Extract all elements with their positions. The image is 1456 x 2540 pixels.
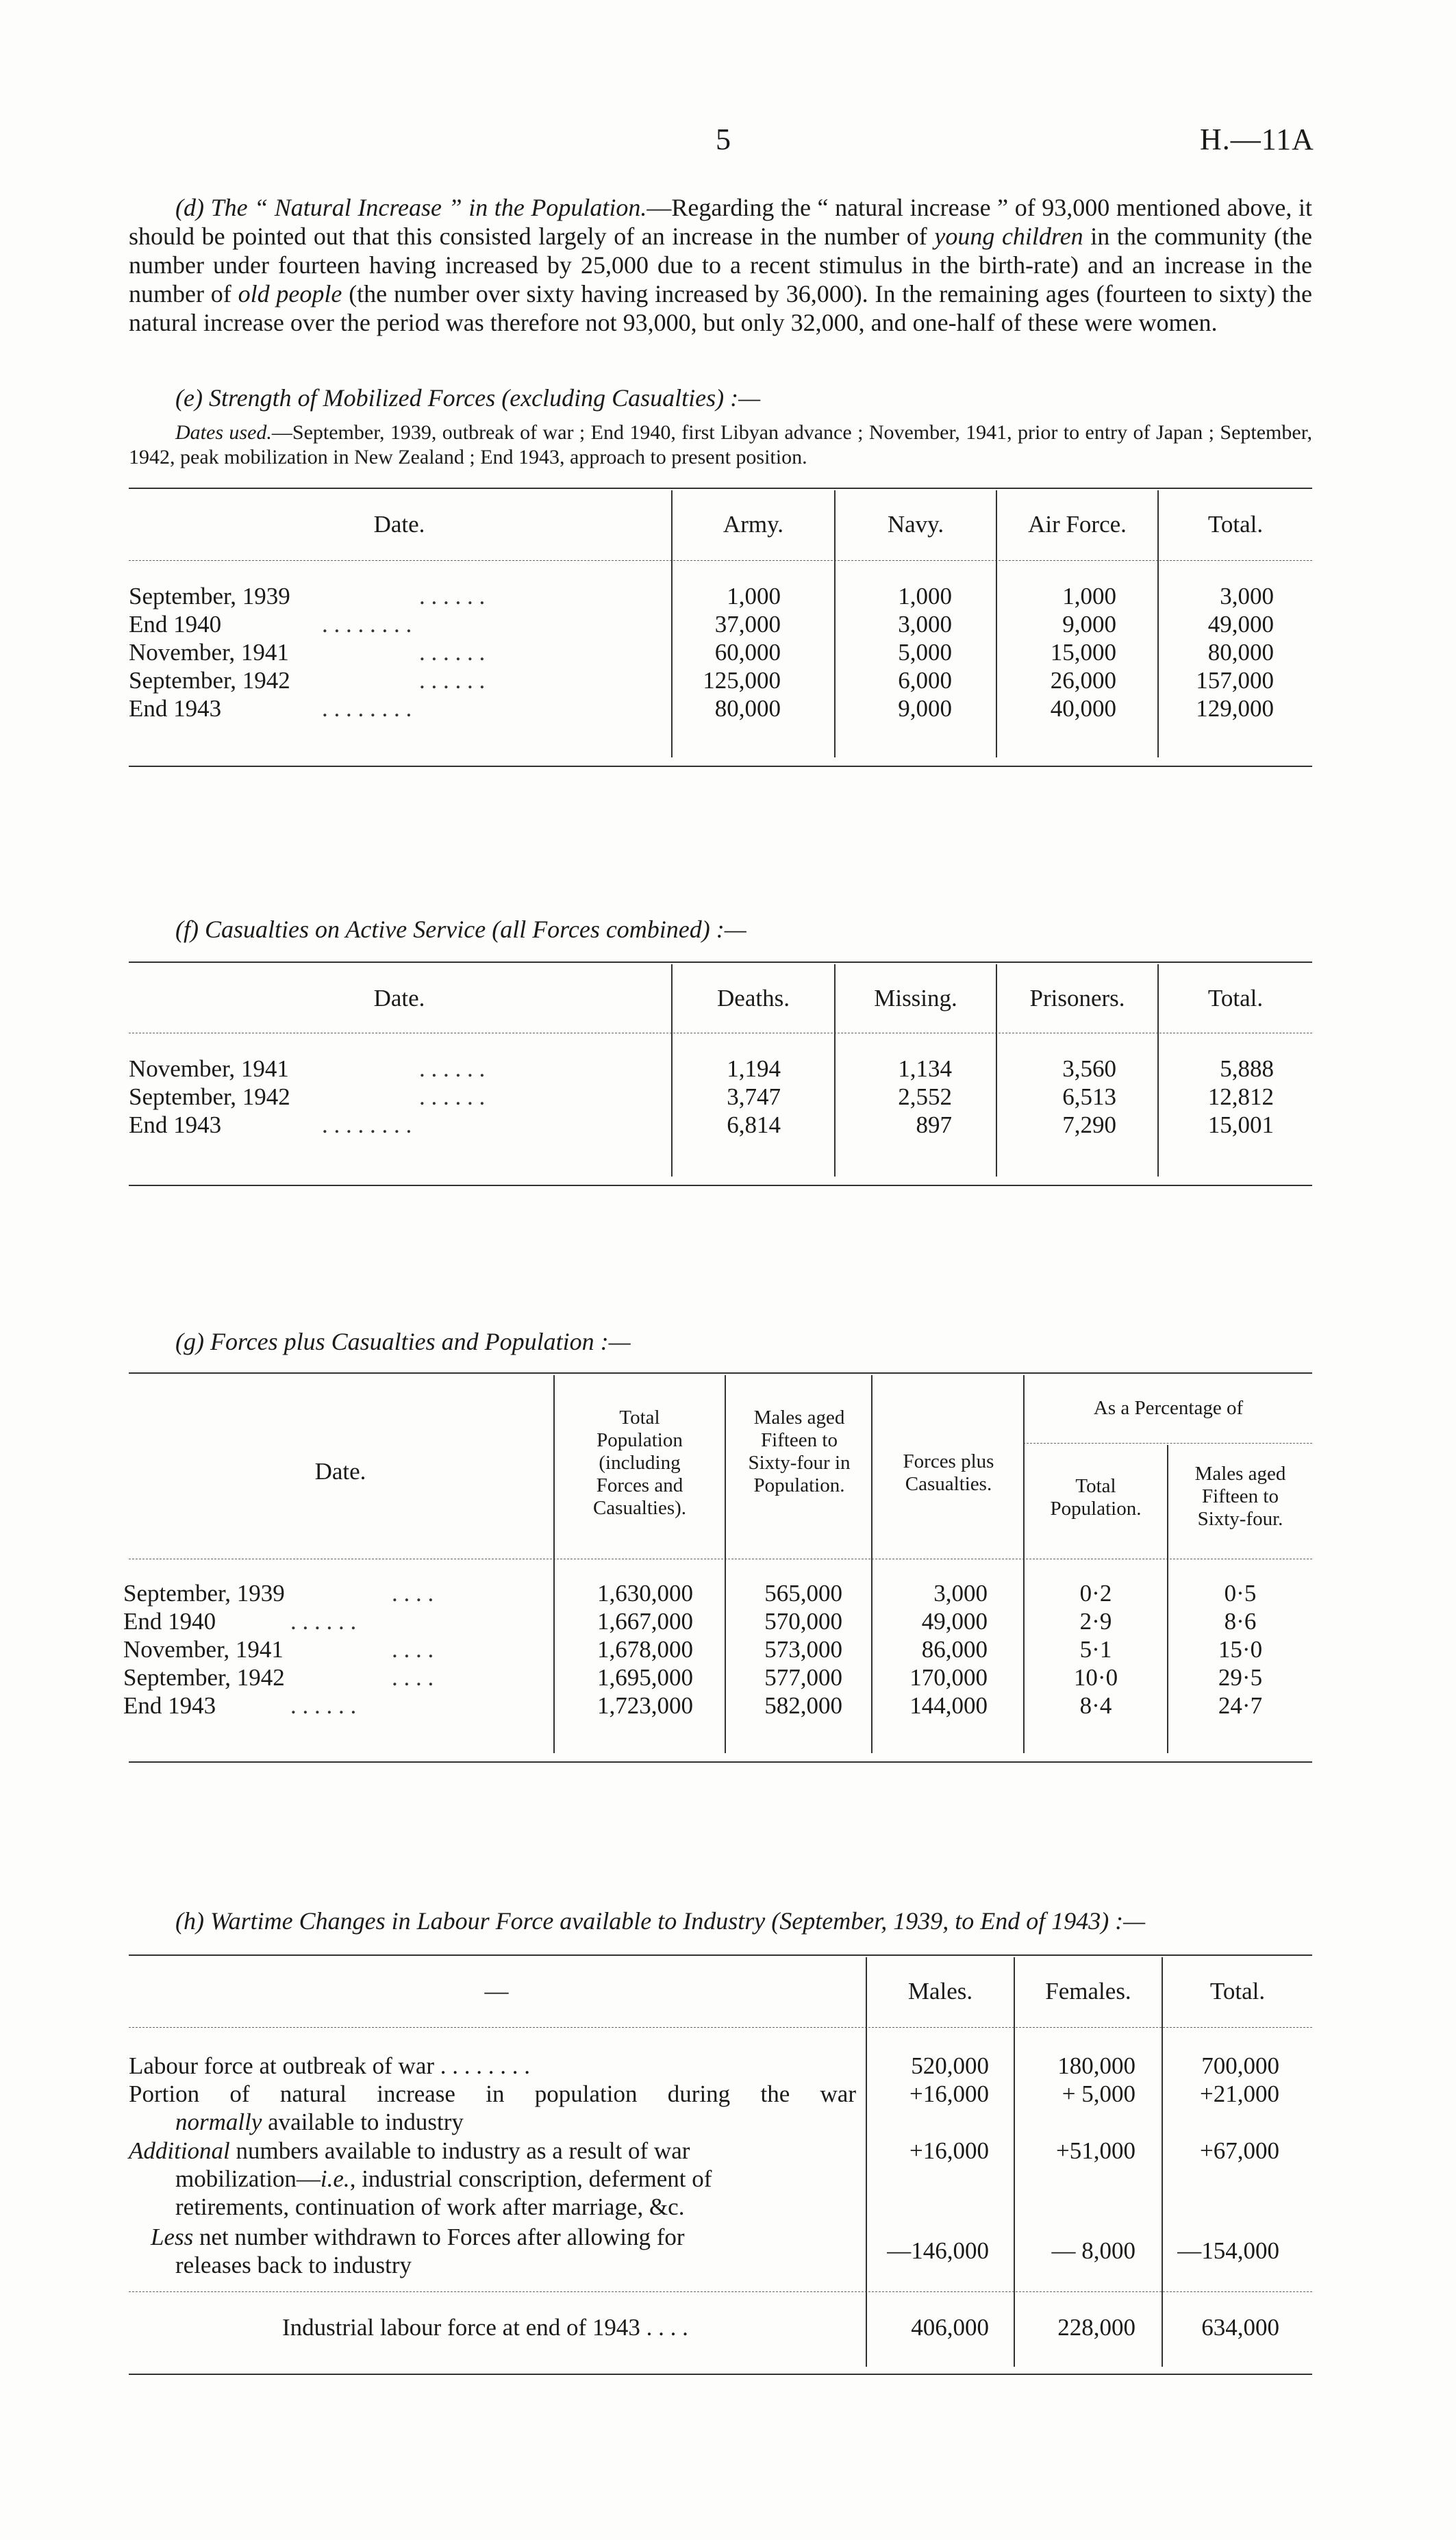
table-g-divider-1	[553, 1375, 555, 1753]
table-h-row-2-label-line-1: Portion of natural increase in population during the war	[129, 2080, 856, 2107]
table-h-row-3-males: +16,000	[909, 2137, 989, 2164]
table-h-row-4-label-line-2: releases back to industry	[175, 2252, 412, 2278]
table-e-row-total: 129,000	[1196, 695, 1274, 722]
table-h-col-total: Total.	[1209, 1978, 1266, 2004]
table-g-row-males: 573,000	[764, 1636, 842, 1663]
table-g-group-rule	[1023, 1443, 1312, 1444]
table-f-row-prisoners: 7,290	[1062, 1111, 1116, 1138]
table-g-row-date: End 1943	[123, 1692, 216, 1719]
table-e-col-navy: Navy.	[887, 511, 944, 538]
table-g-row-date: September, 1942	[123, 1664, 285, 1691]
table-e-row-leader: . . . . . . . .	[322, 695, 412, 722]
table-g-top-rule	[129, 1372, 1312, 1374]
section-d-text-1: —Regarding the “ natural increase ” of 93,000 mentioned above, it should be pointed out that this consisted largely of an increase in the number of	[129, 194, 1312, 250]
table-h-row-1-males: 520,000	[911, 2052, 989, 2079]
table-h-row-3-total: +67,000	[1200, 2137, 1279, 2164]
table-g-divider-2	[725, 1375, 726, 1753]
table-g-row-total-population: 1,667,000	[597, 1608, 693, 1635]
table-e-row-navy: 9,000	[898, 695, 952, 722]
table-g-col-percentage-group: As a Percentage of	[1093, 1397, 1244, 1419]
page-number: 5	[716, 123, 731, 156]
table-e-col-air-force: Air Force.	[1028, 511, 1127, 538]
table-e-row-air-force: 26,000	[1050, 667, 1116, 694]
table-f-row-missing: 2,552	[898, 1083, 952, 1110]
table-f-row-leader: . . . . . . . .	[322, 1111, 412, 1138]
table-h-row-4-females: — 8,000	[1051, 2237, 1135, 2264]
table-h-row-3-em: Additional	[129, 2137, 230, 2164]
table-f-row-leader: . . . . . .	[419, 1055, 486, 1082]
table-e-row-army: 80,000	[714, 695, 781, 722]
table-h-row-3-females: +51,000	[1056, 2137, 1135, 2164]
table-e-row-date: End 1940	[129, 611, 222, 638]
table-f-row-total: 12,812	[1207, 1083, 1274, 1110]
table-g-row-forces: 86,000	[921, 1636, 988, 1663]
section-g-title: (g) Forces plus Casualties and Population :—	[175, 1328, 631, 1355]
section-f-title: (f) Casualties on Active Service (all Forces combined) :—	[175, 916, 746, 943]
table-f-row-date: End 1943	[129, 1111, 222, 1138]
table-e-row-army: 125,000	[703, 667, 781, 694]
table-f-row-date: September, 1942	[129, 1083, 290, 1110]
table-h-row-4-total: —154,000	[1177, 2237, 1279, 2264]
table-g-row-pct-total: 10·0	[1073, 1664, 1118, 1691]
table-h-row-2-females: + 5,000	[1062, 2080, 1135, 2107]
table-e-row-leader: . . . . . .	[419, 583, 486, 609]
table-e-row-leader: . . . . . . . .	[322, 611, 412, 638]
table-g-row-males: 582,000	[764, 1692, 842, 1719]
table-e-row-army: 60,000	[714, 639, 781, 666]
table-e-top-rule	[129, 488, 1312, 489]
section-d-label: (d) The “ Natural Increase ” in the Population.	[175, 194, 647, 221]
table-e-row-navy: 5,000	[898, 639, 952, 666]
table-f-top-rule	[129, 961, 1312, 963]
table-g-row-total-population: 1,695,000	[597, 1664, 693, 1691]
table-h-row-2-label-rest: available to industry	[262, 2109, 464, 2135]
table-h-row-4-em: Less	[151, 2224, 194, 2250]
table-h-col-females: Females.	[1045, 1978, 1131, 2004]
table-e-row-total: 3,000	[1220, 583, 1274, 609]
dates-used-text: —September, 1939, outbreak of war ; End 1940, first Libyan advance ; November, 1941, prior to entry of Japan ; September, 1942, peak mobilization in New Zealand ; End 1943, approach to present position.	[129, 421, 1312, 468]
section-d-old-people: old people	[238, 280, 342, 307]
table-h-row-3-ie: i.e.	[320, 2165, 350, 2192]
table-g-row-leader: . . . .	[392, 1636, 434, 1663]
table-g-row-pct-total: 2·9	[1079, 1608, 1112, 1635]
table-h-header-rule	[129, 2027, 1312, 2028]
table-e-col-date: Date.	[373, 511, 425, 538]
table-f-row-deaths: 3,747	[727, 1083, 781, 1110]
table-h-final-label: Industrial labour force at end of 1943 . . . .	[282, 2314, 688, 2341]
table-g-row-pct-males: 24·7	[1218, 1692, 1263, 1719]
dates-used-label: Dates used.	[175, 421, 272, 444]
table-h-row-3-label-1: numbers available to industry as a result of war	[229, 2137, 690, 2164]
table-h-row-2-males: +16,000	[909, 2080, 989, 2107]
table-g-row-pct-males: 0·5	[1224, 1580, 1257, 1607]
table-e-row-leader: . . . . . .	[419, 639, 486, 666]
table-e-row-air-force: 1,000	[1062, 583, 1116, 609]
table-h-final-females: 228,000	[1057, 2314, 1135, 2341]
table-e-header-rule	[129, 560, 1312, 561]
table-h-row-4-label-1: net number withdrawn to Forces after allowing for	[193, 2224, 685, 2250]
table-g-row-total-population: 1,723,000	[597, 1692, 693, 1719]
table-f-row-prisoners: 3,560	[1062, 1055, 1116, 1082]
table-h-row-2-total: +21,000	[1200, 2080, 1279, 2107]
table-g-row-pct-males: 8·6	[1224, 1608, 1257, 1635]
document-reference: H.—11A	[1200, 123, 1314, 156]
table-h-col-males: Males.	[907, 1978, 973, 2004]
table-e-col-total: Total.	[1207, 511, 1264, 538]
table-f-row-total: 15,001	[1207, 1111, 1274, 1138]
section-d-young-children: young children	[934, 223, 1083, 250]
table-e-col-army: Army.	[723, 511, 784, 538]
table-h-total-rule	[129, 2291, 1312, 2292]
table-e-row-army: 37,000	[714, 611, 781, 638]
table-h-top-rule	[129, 1954, 1312, 1956]
table-g-row-pct-males: 29·5	[1218, 1664, 1263, 1691]
table-g-divider-3	[871, 1375, 873, 1753]
table-f-col-prisoners: Prisoners.	[1029, 985, 1125, 1011]
table-g-row-forces: 49,000	[921, 1608, 988, 1635]
table-g-col-date: Date.	[314, 1458, 366, 1485]
table-f-row-missing: 1,134	[898, 1055, 952, 1082]
table-f-col-total: Total.	[1207, 985, 1264, 1011]
table-e-row-total: 49,000	[1207, 611, 1274, 638]
table-h-row-3-label-2b: , industrial conscription, deferment of	[349, 2165, 712, 2192]
table-g-bottom-rule	[129, 1761, 1312, 1763]
table-h-final-males: 406,000	[911, 2314, 989, 2341]
section-d-paragraph	[129, 193, 1312, 337]
table-g-row-pct-total: 8·4	[1079, 1692, 1112, 1719]
section-e-title: (e) Strength of Mobilized Forces (excluding Casualties) :—	[175, 384, 761, 412]
table-e-row-navy: 1,000	[898, 583, 952, 609]
table-g-row-pct-total: 0·2	[1079, 1580, 1112, 1607]
table-e-row-leader: . . . . . .	[419, 667, 486, 694]
table-e-row-total: 157,000	[1196, 667, 1274, 694]
table-h-row-3-label-line-1	[129, 2137, 690, 2165]
table-e-row-date: September, 1939	[129, 583, 290, 609]
table-g-row-leader: . . . .	[392, 1664, 434, 1691]
table-f-bottom-rule	[129, 1185, 1312, 1186]
table-h-row-3-label-line-3: retirements, continuation of work after marriage, &c.	[175, 2193, 685, 2220]
table-h-col-description: —	[484, 1978, 509, 2004]
table-e-row-date: November, 1941	[129, 639, 289, 666]
table-g-col-pct-males: Males aged Fifteen to Sixty-four.	[1194, 1463, 1286, 1530]
table-g-row-forces: 3,000	[933, 1580, 988, 1607]
table-f-row-deaths: 1,194	[727, 1055, 781, 1082]
table-h-row-4-males: —146,000	[887, 2237, 989, 2264]
table-g-row-date: End 1940	[123, 1608, 216, 1635]
table-g-row-date: November, 1941	[123, 1636, 284, 1663]
table-h-row-1-label: Labour force at outbreak of war . . . . . . . .	[129, 2052, 531, 2079]
table-g-row-leader: . . . .	[392, 1580, 434, 1607]
table-g-row-males: 565,000	[764, 1580, 842, 1607]
table-f-row-date: November, 1941	[129, 1055, 289, 1082]
table-g-row-leader: . . . . . .	[290, 1692, 357, 1719]
table-h-bottom-rule	[129, 2374, 1312, 2375]
table-h-row-3-label-2a: mobilization—	[175, 2165, 321, 2192]
section-d-text-3: (the number over sixty having increased by 36,000). In the remaining ages (fourteen to sixty) the natural increase over the period was therefore not 93,000, but only 32,000, and one-half of these were women.	[129, 280, 1312, 336]
table-g-col-pct-total: Total Population.	[1050, 1475, 1142, 1520]
table-g-row-pct-males: 15·0	[1218, 1636, 1263, 1663]
table-f-col-missing: Missing.	[874, 985, 957, 1011]
table-g-row-males: 570,000	[764, 1608, 842, 1635]
table-e-bottom-rule	[129, 766, 1312, 767]
section-h-title: (h) Wartime Changes in Labour Force available to Industry (September, 1939, to End of 1943) :—	[175, 1907, 1146, 1935]
table-h-row-1-total: 700,000	[1201, 2052, 1279, 2079]
table-h-row-2-label-line-2	[175, 2108, 464, 2137]
table-h-final-total: 634,000	[1201, 2314, 1279, 2341]
table-e-row-date: September, 1942	[129, 667, 290, 694]
table-g-row-males: 577,000	[764, 1664, 842, 1691]
table-e-row-air-force: 15,000	[1050, 639, 1116, 666]
table-f-col-deaths: Deaths.	[717, 985, 790, 1011]
table-g-row-pct-total: 5·1	[1079, 1636, 1112, 1663]
table-g-col-forces: Forces plus Casualties.	[903, 1450, 994, 1495]
table-f-row-deaths: 6,814	[727, 1111, 781, 1138]
table-e-row-air-force: 9,000	[1062, 611, 1116, 638]
table-g-row-total-population: 1,630,000	[597, 1580, 693, 1607]
table-g-row-forces: 144,000	[909, 1692, 988, 1719]
table-e-row-air-force: 40,000	[1050, 695, 1116, 722]
table-e-row-navy: 6,000	[898, 667, 952, 694]
table-g-col-total-population: Total Population (including Forces and Casualties).	[592, 1407, 687, 1519]
table-e-row-date: End 1943	[129, 695, 222, 722]
table-g-col-males: Males aged Fifteen to Sixty-four in Population.	[748, 1407, 851, 1496]
table-f-row-prisoners: 6,513	[1062, 1083, 1116, 1110]
table-g-row-date: September, 1939	[123, 1580, 285, 1607]
table-f-row-missing: 897	[916, 1111, 952, 1138]
table-e-row-navy: 3,000	[898, 611, 952, 638]
section-d-text-2: in the community (the number under fourteen having increased by 25,000 due to a recent stimulus in the birth-rate) and an increase in the number of	[129, 223, 1312, 307]
table-g-row-leader: . . . . . .	[290, 1608, 357, 1635]
table-e-row-total: 80,000	[1207, 639, 1274, 666]
table-f-col-date: Date.	[373, 985, 425, 1011]
table-h-row-2-em: normally	[175, 2109, 262, 2135]
table-h-row-3-label-line-2	[175, 2165, 712, 2193]
table-g-row-total-population: 1,678,000	[597, 1636, 693, 1663]
table-h-row-1-females: 180,000	[1057, 2052, 1135, 2079]
table-f-row-leader: . . . . . .	[419, 1083, 486, 1110]
table-g-row-forces: 170,000	[909, 1664, 988, 1691]
section-e-dates-note	[129, 420, 1312, 470]
table-h-row-4-label-line-1	[151, 2223, 685, 2252]
table-e-row-army: 1,000	[727, 583, 781, 609]
table-f-row-total: 5,888	[1220, 1055, 1274, 1082]
